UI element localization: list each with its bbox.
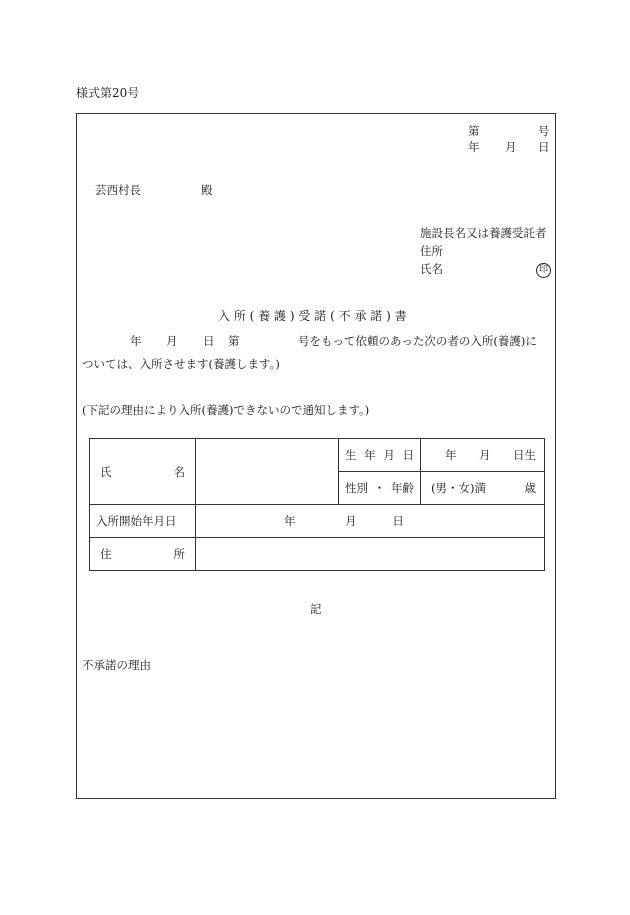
body-dai: 第 — [228, 334, 240, 348]
document-title: 入所(養護)受諾(不承諾)書 — [218, 309, 411, 323]
gender-label-2: ・ — [373, 481, 386, 495]
address-label-cell — [90, 538, 196, 571]
body-text-1: 号をもって依頼のあった次の者の入所(養護)に — [298, 334, 537, 348]
applicant-table — [89, 438, 545, 571]
gender-label-3: 年齢 — [391, 481, 414, 495]
name-value-cell[interactable] — [196, 439, 339, 505]
birth-month: 月 — [479, 448, 491, 462]
gender-label-cell — [339, 472, 421, 505]
addressee-name: 芸西村長 — [95, 183, 141, 197]
birth-label-4: 日 — [402, 448, 414, 462]
form-number: 様式第20号 — [76, 86, 140, 100]
age-unit: 歳 — [524, 481, 536, 495]
birth-value-cell[interactable] — [421, 439, 545, 472]
admission-year: 年 — [284, 514, 296, 528]
number-go: 号 — [538, 124, 550, 138]
birth-label-3: 月 — [383, 448, 395, 462]
gender-value: (男・女)満 — [431, 481, 486, 495]
birth-label-cell — [339, 439, 421, 472]
gender-label-1: 性別 — [345, 481, 368, 495]
birth-label-1: 生 — [345, 448, 357, 462]
name-label-2: 名 — [173, 464, 185, 479]
admission-value-cell[interactable] — [196, 505, 545, 538]
address-label-2: 所 — [173, 547, 185, 561]
admission-label-cell — [90, 505, 196, 538]
admission-month: 月 — [345, 514, 357, 528]
body-day: 日 — [203, 334, 215, 348]
birth-day: 日生 — [513, 448, 536, 462]
reason-label: 不承諾の理由 — [82, 658, 151, 672]
sender-name-label: 氏名 — [420, 262, 443, 276]
date-month: 月 — [505, 140, 517, 154]
addressee-honorific: 殿 — [201, 183, 213, 197]
body-year: 年 — [130, 334, 142, 348]
ki-mark: 記 — [310, 602, 322, 616]
gender-value-cell[interactable] — [421, 472, 545, 505]
seal-icon: 印 — [536, 263, 551, 278]
admission-day: 日 — [392, 514, 404, 528]
birth-year: 年 — [445, 448, 457, 462]
body-month: 月 — [166, 334, 178, 348]
admission-label: 入所開始年月日 — [96, 514, 177, 528]
address-value-cell[interactable] — [196, 538, 545, 571]
body-text-2: ついては、入所させます(養護します。) — [82, 357, 280, 371]
birth-label-2: 年 — [364, 448, 376, 462]
name-label-cell — [90, 439, 196, 505]
date-year: 年 — [468, 140, 480, 154]
body-text-3: (下記の理由により入所(養護)できないので通知します。) — [82, 403, 370, 417]
name-label-1: 氏 — [100, 464, 112, 479]
sender-address-label: 住所 — [420, 244, 443, 258]
address-label-1: 住 — [100, 547, 112, 561]
date-day: 日 — [538, 140, 550, 154]
sender-title: 施設長名又は養護受託者 — [420, 226, 547, 240]
number-dai: 第 — [468, 124, 480, 138]
